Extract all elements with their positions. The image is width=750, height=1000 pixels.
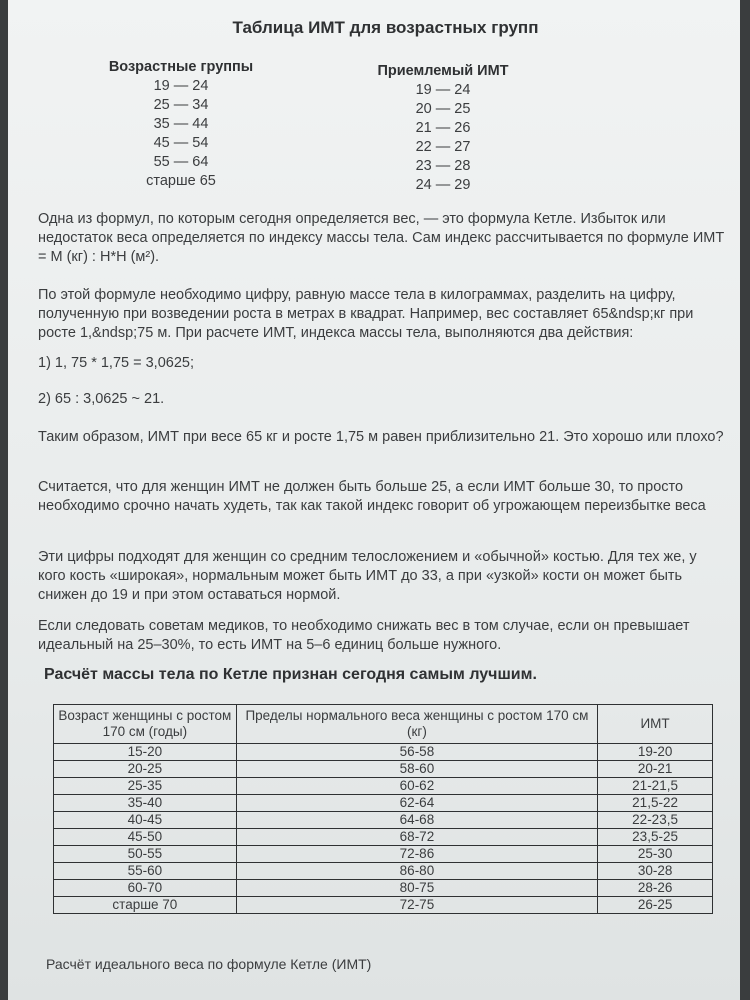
age-groups-column (96, 58, 266, 191)
acceptable-bmi-item: 23 — 28 (415, 158, 471, 174)
paragraph-result: Таким образом, ИМТ при весе 65 кг и росте 1,75 м равен приблизительно 21. Это хорошо или плохо? (38, 429, 724, 445)
cell-weight: 72-75 (236, 897, 597, 914)
table-header-row (54, 705, 713, 744)
cell-weight: 86-80 (236, 863, 597, 880)
acceptable-bmi-item: 20 — 25 (415, 101, 471, 117)
column-header-weight: Пределы нормального веса женщины с ростом 170 см (кг) (236, 705, 597, 744)
cell-age: старше 70 (54, 897, 237, 914)
age-group-item: 55 — 64 (153, 154, 209, 170)
table-row (54, 880, 713, 897)
acceptable-bmi-item: 21 — 26 (415, 120, 471, 136)
cell-bmi: 22-23,5 (598, 812, 713, 829)
cell-bmi: 28-26 (598, 880, 713, 897)
acceptable-bmi-column (363, 62, 523, 195)
cell-age: 60-70 (54, 880, 237, 897)
table-row (54, 829, 713, 846)
acceptable-bmi-item: 24 — 29 (415, 177, 471, 193)
table-row (54, 846, 713, 863)
cell-weight: 58-60 (236, 761, 597, 778)
cell-age: 40-45 (54, 812, 237, 829)
age-groups-header: Возрастные группы (108, 59, 254, 75)
document-title: Таблица ИМТ для возрастных групп (232, 18, 539, 37)
table-row (54, 778, 713, 795)
age-group-item: 35 — 44 (153, 116, 209, 132)
cell-age: 35-40 (54, 795, 237, 812)
cell-bmi: 25-30 (598, 846, 713, 863)
cell-age: 50-55 (54, 846, 237, 863)
paragraph-calculation-method: По этой формуле необходимо цифру, равную массе тела в килограммах, разделить на цифру, полученную при возведении роста в метрах в квадрат. Например, вес составляет 65&ndsp;кг при росте 1,&ndsp;75 м. При расчете ИМТ, индекса массы тела, выполняются два действия: (38, 287, 694, 341)
cell-weight: 60-62 (236, 778, 597, 795)
column-header-bmi: ИМТ (598, 705, 713, 744)
table-row (54, 897, 713, 914)
paragraph-step-two: 2) 65 : 3,0625 ~ 21. (38, 391, 165, 407)
acceptable-bmi-header: Приемлемый ИМТ (377, 63, 509, 79)
document-sheet (8, 0, 740, 1000)
acceptable-bmi-item: 22 — 27 (415, 139, 471, 155)
table-row (54, 812, 713, 829)
paragraph-step-one: 1) 1, 75 * 1,75 = 3,0625; (38, 355, 194, 371)
cell-weight: 80-75 (236, 880, 597, 897)
cell-weight: 62-64 (236, 795, 597, 812)
cell-age: 45-50 (54, 829, 237, 846)
age-group-item: 19 — 24 (153, 78, 209, 94)
cell-weight: 72-86 (236, 846, 597, 863)
age-group-item: 25 — 34 (153, 97, 209, 113)
cell-bmi: 20-21 (598, 761, 713, 778)
cell-age: 20-25 (54, 761, 237, 778)
cell-age: 25-35 (54, 778, 237, 795)
cell-bmi: 21,5-22 (598, 795, 713, 812)
cell-bmi: 23,5-25 (598, 829, 713, 846)
table-row (54, 863, 713, 880)
cell-age: 15-20 (54, 744, 237, 761)
cell-weight: 68-72 (236, 829, 597, 846)
acceptable-bmi-item: 19 — 24 (415, 82, 471, 98)
table-row (54, 761, 713, 778)
paragraph-women-limits: Считается, что для женщин ИМТ не должен быть больше 25, а если ИМТ больше 30, то просто необходимо срочно начать худеть, так как такой индекс говорит об угрожающем переизбытке веса (38, 479, 706, 514)
cell-bmi: 19-20 (598, 744, 713, 761)
cell-bmi: 21-21,5 (598, 778, 713, 795)
footer-note: Расчёт идеального веса по формуле Кетле (ИМТ) (46, 956, 372, 972)
paragraph-quetelet-formula: Одна из формул, по которым сегодня определяется вес, — это формула Кетле. Избыток или недостаток веса определяется по индексу массы тела. Сам индекс рассчитывается по формуле ИМТ = М (кг) : Н*Н (м²). (38, 211, 725, 265)
paragraph-medical-advice: Если следовать советам медиков, то необходимо снижать вес в том случае, если он превышает идеальный на 25–30%, то есть ИМТ на 5–6 единиц больше нужного. (38, 618, 690, 653)
age-group-item: старше 65 (146, 173, 216, 189)
bmi-weight-table (53, 704, 713, 914)
column-header-age: Возраст женщины с ростом 170 см (годы) (54, 705, 237, 744)
cell-bmi: 26-25 (598, 897, 713, 914)
section-heading: Расчёт массы тела по Кетле признан сегодня самым лучшим. (44, 666, 537, 683)
cell-weight: 64-68 (236, 812, 597, 829)
table-row (54, 795, 713, 812)
age-group-item: 45 — 54 (153, 135, 209, 151)
paragraph-bone-structure: Эти цифры подходят для женщин со средним телосложением и «обычной» костью. Для тех же, у кого кость «широкая», нормальным может быть ИМТ до 33, а при «узкой» кости он может быть снижен до 19 и при этом оставаться нормой. (38, 549, 697, 603)
cell-weight: 56-58 (236, 744, 597, 761)
cell-age: 55-60 (54, 863, 237, 880)
cell-bmi: 30-28 (598, 863, 713, 880)
table-row (54, 744, 713, 761)
